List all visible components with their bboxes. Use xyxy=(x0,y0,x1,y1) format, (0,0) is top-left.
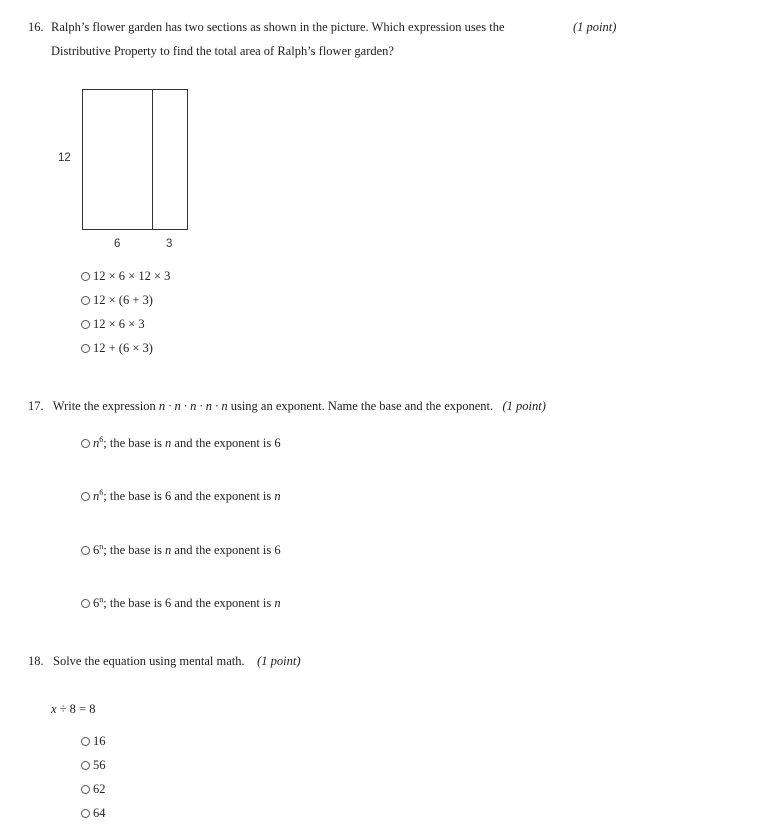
question-17-text-after: using an exponent. Name the base and the exponent. xyxy=(230,399,494,413)
radio-button[interactable] xyxy=(81,296,90,305)
equation-variable: x xyxy=(51,702,57,716)
radio-button[interactable] xyxy=(81,546,90,555)
garden-width-label-3: 3 xyxy=(166,238,173,250)
q18-option-d-label: 64 xyxy=(93,806,106,820)
equation-rest: ÷ 8 = 8 xyxy=(56,702,96,716)
question-18-line xyxy=(28,654,301,669)
q18-option-c-label: 62 xyxy=(93,782,106,796)
question-16-points: (1 point) xyxy=(573,20,617,34)
question-17-expression: n · n · n · n · n xyxy=(158,399,228,413)
q16-option-a-label: 12 × 6 × 12 × 3 xyxy=(93,269,171,283)
q17-option-a[interactable] xyxy=(81,436,281,451)
q18-option-b-label: 56 xyxy=(93,758,106,772)
q16-option-c-label: 12 × 6 × 3 xyxy=(93,317,145,331)
q18-option-d[interactable] xyxy=(81,806,106,821)
question-17-number: 17. xyxy=(28,399,44,413)
question-17-points: (1 point) xyxy=(502,399,546,413)
q18-option-b[interactable] xyxy=(81,758,106,773)
radio-button[interactable] xyxy=(81,272,90,281)
question-18-text: Solve the equation using mental math. xyxy=(53,654,245,668)
radio-button[interactable] xyxy=(81,492,90,501)
q16-option-b-label: 12 × (6 + 3) xyxy=(93,293,153,307)
garden-section-3 xyxy=(152,89,188,230)
q17-option-b-label: $n^6$; the base is 6 and the exponent is n xyxy=(93,488,281,503)
question-16-text-line1: Ralph’s flower garden has two sections as shown in the picture. Which expression uses the xyxy=(51,20,505,34)
q16-option-a[interactable] xyxy=(81,269,170,284)
garden-height-label: 12 xyxy=(58,152,71,164)
radio-button[interactable] xyxy=(81,344,90,353)
radio-button[interactable] xyxy=(81,320,90,329)
question-17-text-before: Write the expression xyxy=(52,399,156,413)
q17-option-c[interactable] xyxy=(81,543,281,558)
q18-option-a-label: 16 xyxy=(93,734,106,748)
q18-option-a[interactable] xyxy=(81,734,106,749)
question-18-points: (1 point) xyxy=(257,654,301,668)
radio-button[interactable] xyxy=(81,761,90,770)
q16-option-b[interactable] xyxy=(81,293,153,308)
q17-option-c-label: 6$^n$; the base is n and the exponent is 6 xyxy=(93,542,281,557)
q17-option-d[interactable] xyxy=(81,596,281,611)
radio-button[interactable] xyxy=(81,599,90,608)
q18-option-c[interactable] xyxy=(81,782,106,797)
question-16-number: 16. xyxy=(28,20,44,34)
question-16-text-line2: Distributive Property to find the total area of Ralph’s flower garden? xyxy=(51,44,394,58)
question-17-line xyxy=(28,399,546,414)
radio-button[interactable] xyxy=(81,439,90,448)
q17-option-a-label: $n^6$; the base is n and the exponent is 6 xyxy=(93,435,281,450)
garden-width-label-6: 6 xyxy=(114,238,121,250)
question-18-number: 18. xyxy=(28,654,44,668)
question-18-equation xyxy=(51,702,95,717)
q16-option-d[interactable] xyxy=(81,341,153,356)
q17-option-b[interactable] xyxy=(81,489,281,504)
q16-option-c[interactable] xyxy=(81,317,145,332)
q17-option-d-label: 6$^n$; the base is 6 and the exponent is n xyxy=(93,595,281,610)
garden-section-6 xyxy=(82,89,153,230)
radio-button[interactable] xyxy=(81,785,90,794)
radio-button[interactable] xyxy=(81,809,90,818)
q16-option-d-label: 12 + (6 × 3) xyxy=(93,341,153,355)
radio-button[interactable] xyxy=(81,737,90,746)
